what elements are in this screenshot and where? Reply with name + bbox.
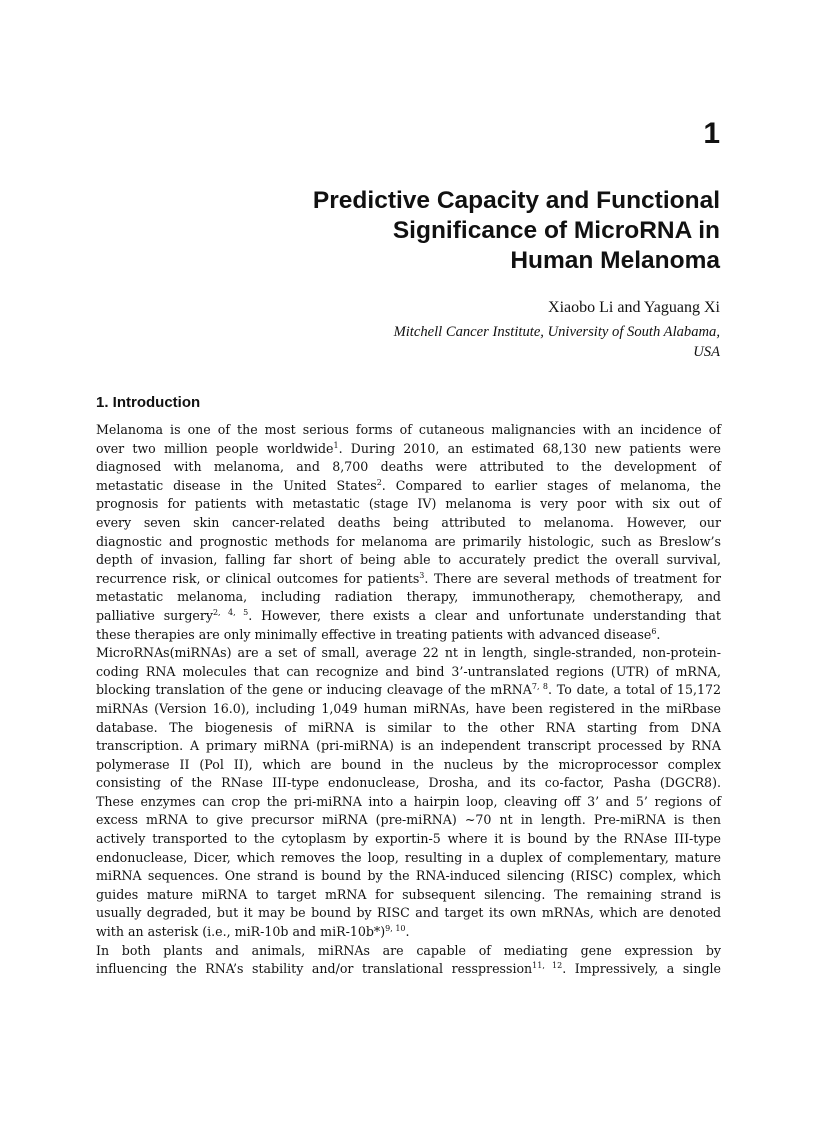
text-segment: guides mature miRNA to target mRNA for subsequent silencing. The remaining strand is: [96, 886, 721, 902]
text-segment: diagnostic and prognostic methods for melanoma are primarily histologic, such as Breslow’s: [96, 533, 721, 549]
text-segment: database. The biogenesis of miRNA is similar to the other RNA starting from DNA: [96, 719, 721, 735]
text-line: [96, 867, 721, 886]
affiliation: [300, 322, 720, 362]
text-line: [96, 421, 721, 440]
text-segment: recurrence risk, or clinical outcomes for patients: [96, 570, 420, 586]
text-line: [96, 923, 721, 942]
citation-superscript: 7, 8: [531, 682, 548, 692]
text-segment: . There are several methods of treatment for: [424, 570, 721, 586]
text-line: [96, 663, 721, 682]
citation-superscript: 9, 10: [385, 924, 406, 934]
text-segment: influencing the RNA’s stability and/or translational resspression: [96, 961, 533, 977]
citation-superscript: 11, 12: [532, 961, 563, 971]
text-segment: . Compared to earlier stages of melanoma, the: [381, 477, 721, 493]
text-segment: depth of invasion, falling far short of being able to accurately predict the overall survival,: [96, 552, 721, 568]
text-line: [96, 793, 721, 812]
text-segment: palliative surgery: [96, 607, 213, 623]
author-names: Xiaobo Li and Yaguang Xi: [548, 299, 720, 316]
affiliation-line: Mitchell Cancer Institute, University of South Alabama,: [393, 324, 720, 340]
text-line: [96, 626, 721, 645]
text-line: [96, 588, 721, 607]
text-segment: prognosis for patients with metastatic (stage IV) melanoma is very poor with six out of: [96, 496, 721, 512]
affiliation-line: USA: [693, 344, 720, 360]
text-segment: MicroRNAs(miRNAs) are a set of small, average 22 nt in length, single-stranded, non-protein-: [96, 645, 721, 661]
text-segment: . During 2010, an estimated 68,130 new patients were: [338, 440, 721, 456]
text-segment: metastatic disease in the United States: [96, 477, 377, 493]
text-line: [96, 551, 721, 570]
text-segment: with an asterisk (i.e., miR-10b and miR-10b*): [96, 924, 386, 940]
text-segment: excess mRNA to give precursor miRNA (pre-miRNA) ~70 nt in length. Pre-miRNA is then: [96, 812, 721, 828]
text-segment: .: [656, 626, 661, 642]
text-segment: miRNA sequences. One strand is bound by the RNA-induced silencing (RISC) complex, which: [96, 868, 721, 884]
text-line: [96, 849, 721, 868]
body-text: [96, 421, 721, 979]
text-segment: miRNAs (Version 16.0), including 1,049 human miRNAs, have been registered in the miRbase: [96, 700, 721, 716]
text-segment: .: [405, 924, 410, 940]
text-line: [96, 774, 721, 793]
text-segment: These enzymes can crop the pri-miRNA into a hairpin loop, cleaving off 3’ and 5’ regions of: [96, 793, 721, 809]
citation-superscript: 2, 4, 5: [212, 607, 249, 617]
text-segment: coding RNA molecules that can recognize and bind 3’-untranslated regions (UTR) of mRNA,: [96, 663, 721, 679]
text-segment: polymerase II (Pol II), which are bound in the nucleus by the microprocessor complex: [96, 756, 721, 772]
text-segment: metastatic melanoma, including radiation therapy, immunotherapy, chemotherapy, and: [96, 589, 721, 605]
text-segment: actively transported to the cytoplasm by exportin-5 where it is bound by the RNAse III-type: [96, 831, 721, 847]
text-segment: In both plants and animals, miRNAs are capable of mediating gene expression by: [96, 942, 721, 958]
text-line: [96, 477, 721, 496]
chapter-title: [220, 186, 720, 276]
text-line: [96, 607, 721, 626]
text-line: [96, 960, 721, 979]
text-segment: . To date, a total of 15,172: [547, 682, 722, 698]
text-line: [96, 458, 721, 477]
text-line: [96, 570, 721, 589]
text-segment: Melanoma is one of the most serious forms of cutaneous malignancies with an incidence of: [96, 422, 721, 437]
text-line: [96, 942, 721, 961]
text-segment: diagnosed with melanoma, and 8,700 deaths were attributed to the development of: [96, 459, 721, 475]
citation-superscript: 1: [333, 440, 339, 450]
chapter-number: 1: [703, 117, 720, 150]
text-segment: every seven skin cancer-related deaths being attributed to melanoma. However, our: [96, 514, 721, 530]
text-segment: . However, there exists a clear and unfortunate understanding that: [248, 607, 721, 623]
section-heading: 1. Introduction: [96, 394, 201, 411]
text-segment: these therapies are only minimally effective in treating patients with advanced disease: [96, 626, 652, 642]
text-line: [96, 811, 721, 830]
text-segment: transcription. A primary miRNA (pri-miRNA) is an independent transcript processed by RNA: [96, 738, 721, 754]
text-segment: blocking translation of the gene or inducing cleavage of the mRNA: [96, 682, 532, 698]
text-line: [96, 737, 721, 756]
text-segment: endonuclease, Dicer, which removes the loop, resulting in a duplex of complementary, mature: [96, 849, 721, 865]
text-segment: . Impressively, a single: [562, 961, 721, 977]
text-line: [96, 700, 721, 719]
text-line: [96, 830, 721, 849]
text-line: [96, 514, 721, 533]
text-line: [96, 644, 721, 663]
citation-superscript: 2: [376, 477, 382, 487]
text-line: [96, 533, 721, 552]
text-line: [96, 886, 721, 905]
title-line: Human Melanoma: [510, 247, 720, 274]
text-line: [96, 440, 721, 459]
text-line: [96, 904, 721, 923]
text-segment: over two million people worldwide: [96, 440, 334, 456]
title-line: Significance of MicroRNA in: [392, 217, 720, 244]
text-segment: usually degraded, but it may be bound by RISC and target its own mRNAs, which are denoted: [96, 905, 721, 921]
text-line: [96, 495, 721, 514]
text-line: [96, 719, 721, 738]
text-segment: consisting of the RNase III-type endonuclease, Drosha, and its co-factor, Pasha (DGCR8).: [96, 775, 721, 791]
citation-superscript: 3: [419, 570, 425, 580]
text-line: [96, 756, 721, 775]
title-line: Predictive Capacity and Functional: [312, 187, 720, 214]
citation-superscript: 6: [651, 626, 657, 636]
text-line: [96, 681, 721, 700]
